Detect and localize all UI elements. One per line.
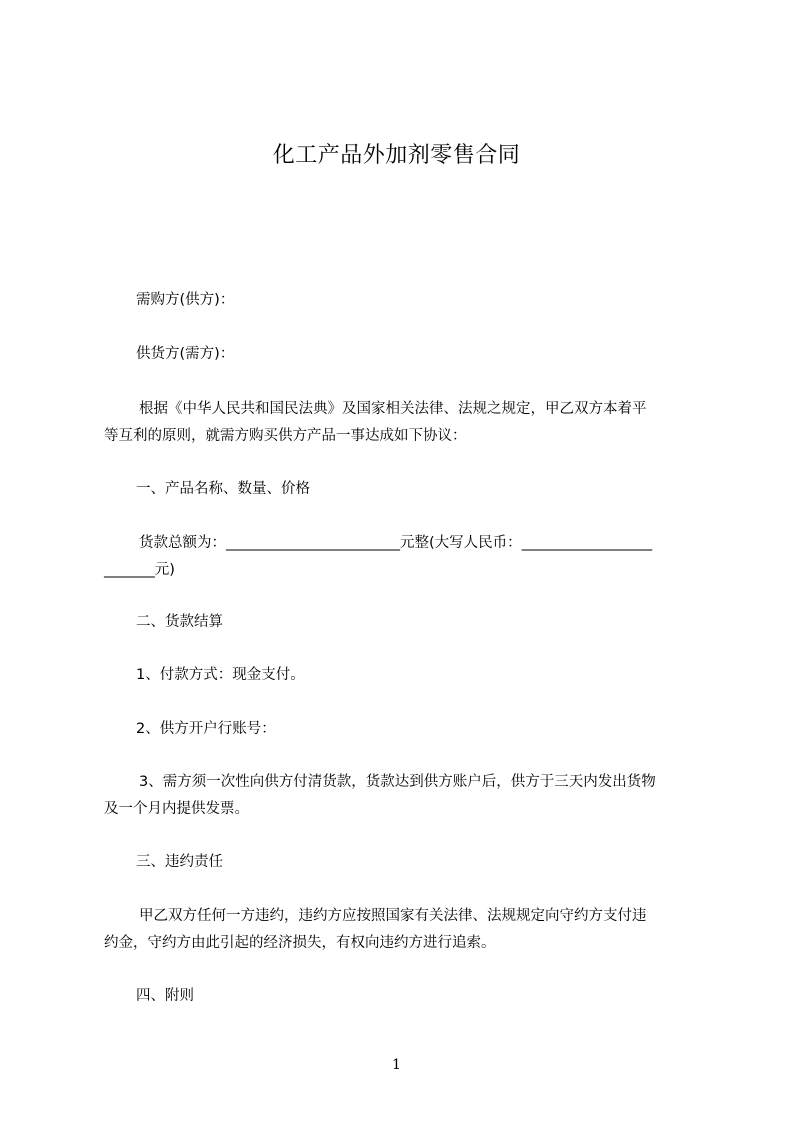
seller-line: 供货方(需方)： [136, 346, 235, 362]
amount-line-1: 货款总额为：________________________元整(大写人民币：__________________ [139, 535, 653, 551]
payment-method-line: 1、付款方式：现金支付。 [136, 667, 305, 683]
bank-account-line: 2、供方开户行账号： [136, 721, 276, 737]
intro-line-2: 等互利的原则，就需方购买供方产品一事达成如下协议： [104, 428, 467, 444]
buyer-line: 需购方(供方)： [136, 292, 235, 308]
intro-line-1: 根据《中华人民共和国民法典》及国家相关法律、法规之规定，甲乙双方本着平 [139, 401, 647, 417]
section-3-heading: 三、违约责任 [136, 854, 223, 870]
page-number: 1 [392, 1057, 401, 1073]
section-1-heading: 一、产品名称、数量、价格 [136, 481, 310, 497]
section-2-heading: 二、货款结算 [136, 614, 223, 630]
document-title: 化工产品外加剂零售合同 [272, 143, 521, 168]
section-4-heading: 四、附则 [136, 988, 194, 1004]
payment-terms-line-1: 3、需方须一次性向供方付清货款，货款达到供方账户后，供方于三天内发出货物 [139, 774, 656, 790]
amount-line-2: _______元) [104, 562, 175, 578]
breach-line-2: 约金，守约方由此引起的经济损失，有权向违约方进行追索。 [104, 935, 496, 951]
breach-line-1: 甲乙双方任何一方违约，违约方应按照国家有关法律、法规规定向守约方支付违 [139, 908, 647, 924]
payment-terms-line-2: 及一个月内提供发票。 [104, 801, 249, 817]
